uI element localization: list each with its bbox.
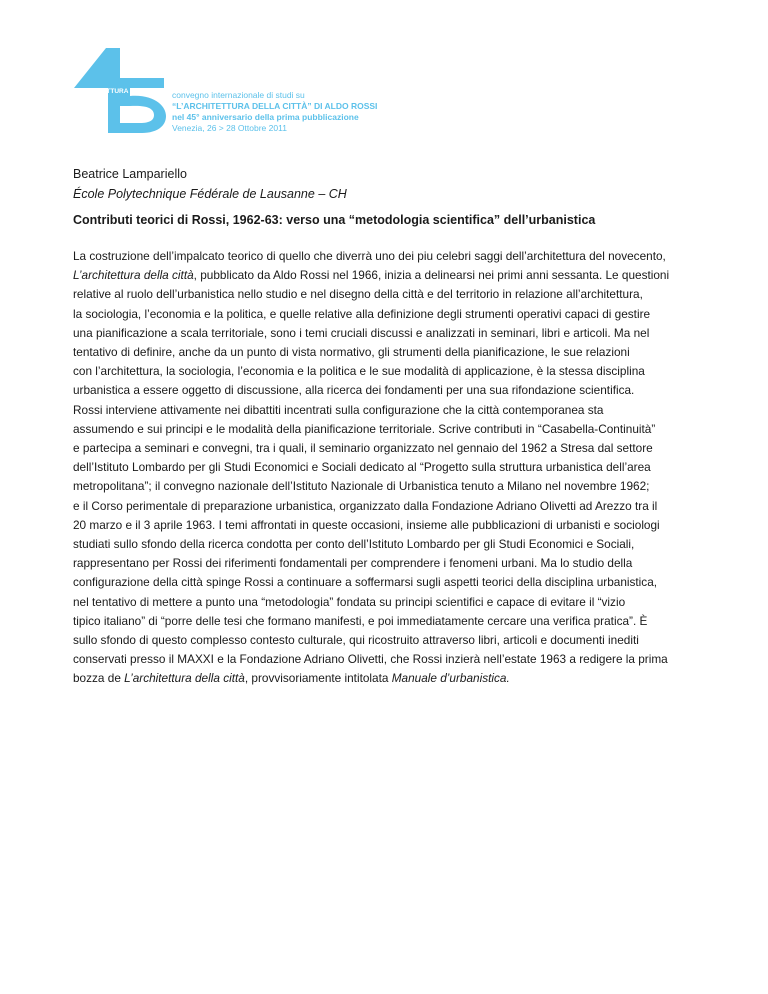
logo-45-mark [72,48,167,133]
body-text-segment: una pianificazione a scala territoriale, sono i temi cruciali discussi e analizzati in seminari, libri e articoli. Ma nel [73,325,650,340]
body-line [73,324,698,343]
conference-line-1: convegno internazionale di studi su [172,90,305,100]
body-text-segment: bozza de [73,671,125,686]
body-line [73,573,698,592]
body-text-segment: con l’architettura, la sociologia, l’economia e la politica e le sue modalità di applicazione, è la stessa disciplina [73,364,645,379]
body-text-segment: dell’Istituto Lombardo per gli Studi Economici e Sociali dedicato al “Progetto sulla struttura urbanistica dell’area [73,460,651,475]
body-text-segment: tentativo di definire, anche da un punto di vista normativo, gli strumenti della pianificazione, le sue relazioni [73,345,630,360]
body-line [73,516,698,535]
abstract-body [73,247,698,689]
body-text-segment: nel tentativo di mettere a punto una “metodologia” fondata su principi scientifici e capace di evitare il “vizio [73,594,626,609]
body-text-segment: configurazione della città spinge Rossi a continuare a soffermarsi sugli aspetti teorici della disciplina urbanistica, [73,575,658,590]
body-line [73,497,698,516]
body-line [73,266,698,285]
body-text-segment: assumendo e sui principi e le modalità della pianificazione territoriale. Scrive contributi in “Casabella-Continuità” [73,421,656,436]
body-italic-text: Manuale d’urbanistica. [391,671,510,686]
paper-title: Contributi teorici di Rossi, 1962-63: verso una “metodologia scientifica” dell’urbanistica [73,213,596,227]
body-text-segment: e il Corso perimentale di preparazione urbanistica, organizzato dalla Fondazione Adriano Olivetti ad Arezzo tra il [73,498,658,513]
body-line [73,458,698,477]
logo-number [167,48,168,49]
body-line [73,420,698,439]
body-line [73,381,698,400]
conference-place-date: Venezia, 26 > 28 Ottobre 2011 [172,123,287,133]
body-line [73,401,698,420]
body-text-segment: studiati sullo sfondo della ricerca condotta per conto dell’Istituto Lombardo per gli Studi Economici e Sociali, [73,537,635,552]
conference-anniversary: nel 45° anniversario della prima pubblicazione [172,112,359,122]
body-line [73,535,698,554]
body-text-segment: relative al ruolo dell’urbanistica nello studio e nel disegno della città e del territorio in relazione all’architettura, [73,287,643,302]
body-text-segment: , pubblicato da Aldo Rossi nel 1966, inizia a delinearsi nei primi anni sessanta. Le questioni [193,268,670,283]
body-text-segment: metropolitana”; il convegno nazionale dell’Istituto Nazionale di Urbanistica tenuto a Milano nel novembre 1962; [73,479,650,494]
author-block [73,164,347,204]
body-text-segment: conservati presso il MAXXI e la Fondazione Adriano Olivetti, che Rossi inzierà nell’estate 1963 a redigere la prima [73,652,668,667]
author-affiliation: École Polytechnique Fédérale de Lausanne – CH [73,187,347,201]
body-text-segment: tipico italiano” di “porre delle tesi che formano manifesti, e poi immediatamente cercare una verifica pratica”. È [73,613,648,628]
body-text-segment: Rossi interviene attivamente nei dibattiti incentrati sulla configurazione che la città contemporanea sta [73,402,604,417]
body-italic-text: L’architettura della città [73,268,194,283]
body-line [73,631,698,650]
body-line [73,285,698,304]
body-line [73,362,698,381]
body-line [73,343,698,362]
body-line [73,439,698,458]
author-name: Beatrice Lampariello [73,167,187,181]
body-text-segment: la sociologia, l’economia e la politica, e quelle relative alla definizione degli strumenti operativi capaci di gestire [73,306,651,321]
logo-word-architettura: L'ARCHITETTURA [72,88,129,95]
body-line [73,554,698,573]
body-text-segment: 20 marzo e il 3 aprile 1963. I temi affrontati in queste occasioni, insieme alle pubblicazioni di urbanisti e sociologi [73,517,660,532]
body-text-segment: , provvisoriamente intitolata [244,671,392,686]
body-line [73,247,698,266]
logo-word-della-citta: DELLA CITTÀ [124,73,167,80]
conference-info [172,90,377,134]
body-text-segment: sullo sfondo di questo complesso contesto culturale, qui ricostruito attraverso libri, articoli e documenti inediti [73,633,639,648]
body-line [73,477,698,496]
body-line [73,650,698,669]
body-text-segment: La costruzione dell’impalcato teorico di quello che diverrà uno dei piu celebri saggi dell’architettura del novecento, [73,249,666,263]
body-text-segment: rappresentano per Rossi dei riferimenti fondamentali per comprendere i fenomeni urbani. Ma lo studio della [73,556,633,571]
conference-logo [72,48,167,133]
body-line [73,305,698,324]
body-line [73,669,698,688]
conference-title: “L’ARCHITETTURA DELLA CITTÀ” DI ALDO ROSSI [172,101,378,111]
body-text-segment: urbanistica a essere oggetto di discussione, alla ricerca dei fondamenti per una sua rifondazione scientifica. [73,383,635,398]
body-line [73,593,698,612]
body-italic-text: L’architettura della città [124,671,245,686]
body-text-segment: e partecipa a seminari e convegni, tra i quali, il seminario organizzato nel gennaio del 1962 a Stresa dal settore [73,441,653,456]
body-line [73,612,698,631]
